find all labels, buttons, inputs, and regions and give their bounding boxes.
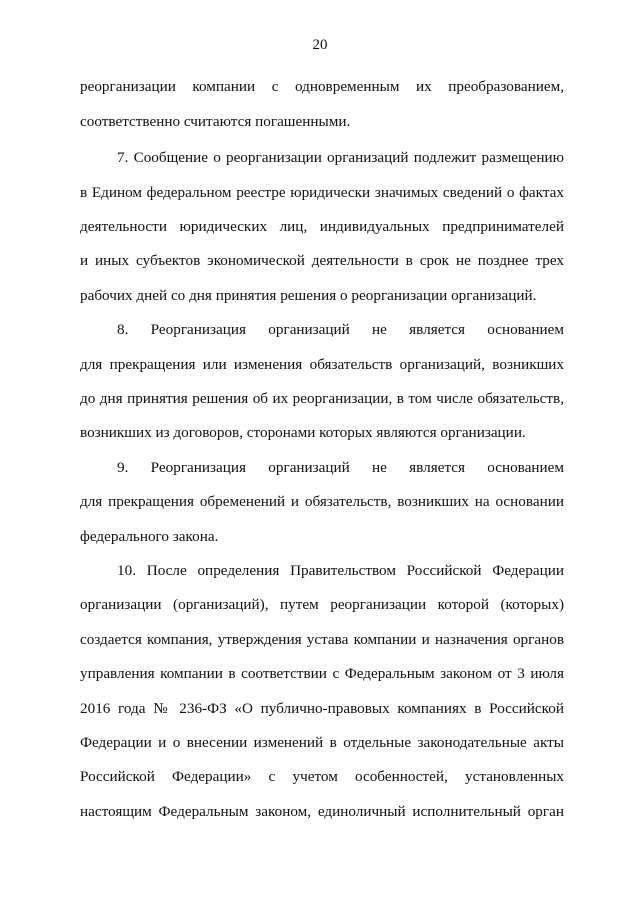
text-line: создается компания, утверждения устава компании и назначения органов [80, 631, 564, 648]
text-line: федерального закона. [80, 528, 219, 545]
text-line: деятельности юридических лиц, индивидуальных предпринимателей [80, 218, 564, 235]
text-line: реорганизации компании с одновременным их преобразованием, [80, 78, 564, 95]
text-line: до дня принятия решения об их реорганизации, в том числе обязательств, [80, 390, 564, 407]
paragraph-7-first-line: 7. Сообщение о реорганизации организаций подлежит размещению [117, 149, 564, 166]
text-line: настоящим Федеральным законом, единоличный исполнительный орган [80, 803, 564, 820]
paragraph-9-first-line: 9. Реорганизация организаций не является основанием [117, 459, 564, 476]
text-line: для прекращения или изменения обязательств организаций, возникших [80, 356, 564, 373]
text-line: возникших из договоров, сторонами которых являются организации. [80, 424, 526, 441]
text-line: организации (организаций), путем реорганизации которой (которых) [80, 596, 564, 613]
text-line: 2016 года № 236-ФЗ «О публично-правовых компаниях в Российской [80, 700, 564, 717]
paragraph-8-first-line: 8. Реорганизация организаций не является основанием [117, 321, 564, 338]
text-line: Российской Федерации» с учетом особенностей, установленных [80, 768, 564, 785]
text-line: управления компании в соответствии с Федеральным законом от 3 июля [80, 665, 564, 682]
text-line: соответственно считаются погашенными. [80, 113, 351, 130]
text-line: рабочих дней со дня принятия решения о реорганизации организаций. [80, 287, 537, 304]
text-line: в Едином федеральном реестре юридически значимых сведений о фактах [80, 184, 564, 201]
paragraph-10-first-line: 10. После определения Правительством Российской Федерации [117, 562, 564, 579]
text-line: для прекращения обременений и обязательств, возникших на основании [80, 493, 564, 510]
text-line: Федерации и о внесении изменений в отдельные законодательные акты [80, 734, 564, 751]
page-number: 20 [312, 37, 328, 53]
text-line: и иных субъектов экономической деятельности в срок не позднее трех [80, 252, 564, 269]
